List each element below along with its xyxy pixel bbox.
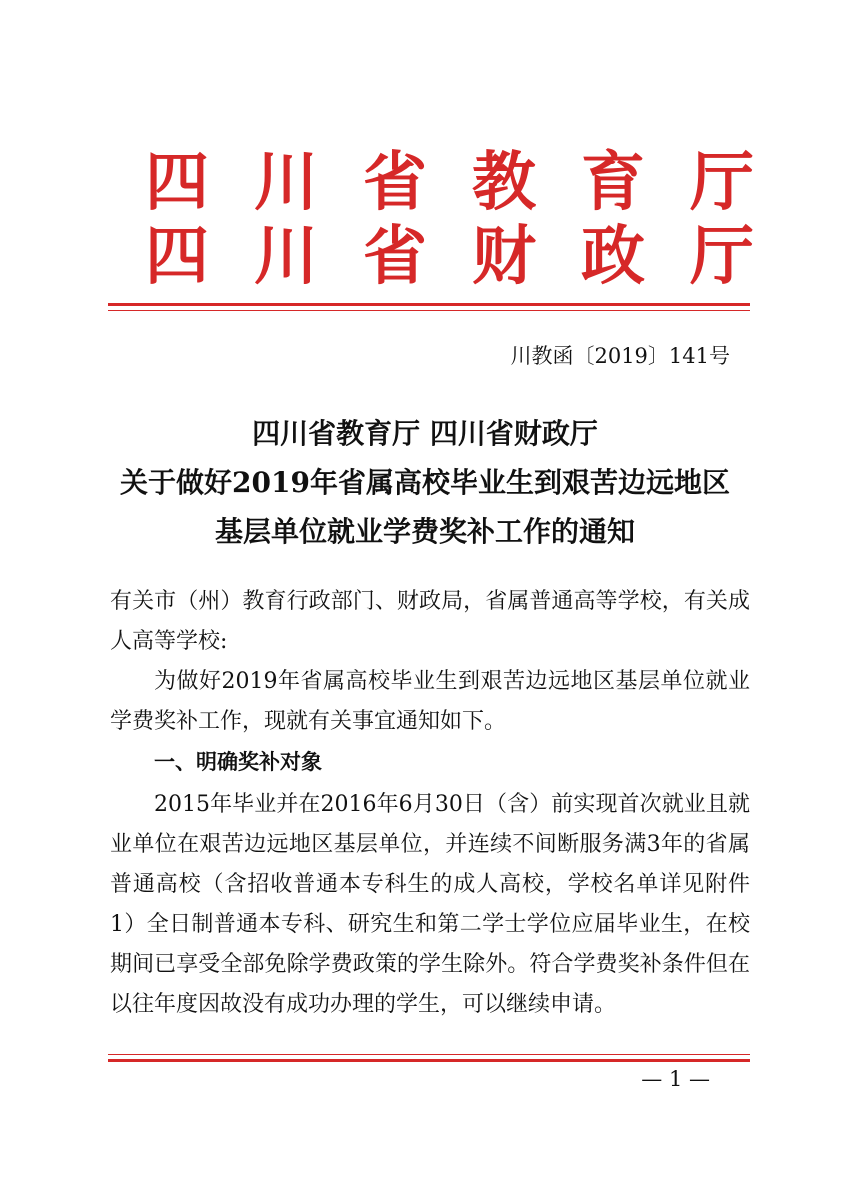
title-line-2: 关于做好2019年省属高校毕业生到艰苦边远地区 — [120, 466, 730, 499]
section-1-paragraph: 2015年毕业并在2016年6月30日（含）前实现首次就业且就业单位在艰苦边远地区基层单位，并连续不间断服务满3年的省属普通高校（含招收普通本专科生的成人高校，学校名单详见附件1）全日制普通本专科、研究生和第二学士学位应届毕业生，在校期间已享受全部免除学费政策的学生除外。符合学费奖补条件但在以往年度因故没有成功办理的学生，可以继续申请。 — [110, 792, 750, 1017]
addressee-paragraph: 有关市（州）教育行政部门、财政局，省属普通高等学校，有关成人高等学校: — [110, 589, 750, 654]
red-footer-rule-thin — [108, 1054, 750, 1055]
issuer-finance-department: 四川省财政厅 — [145, 220, 799, 294]
title-line-3: 基层单位就业学费奖补工作的通知 — [214, 515, 635, 548]
issuer-education-department: 四川省教育厅 — [145, 146, 799, 220]
title-line-1: 四川省教育厅 四川省财政厅 — [252, 417, 598, 450]
red-header-rule-thin — [108, 310, 750, 311]
intro-paragraph: 为做好2019年省属高校毕业生到艰苦边远地区基层单位就业学费奖补工作，现就有关事宜通知如下。 — [110, 669, 750, 734]
section-1-heading: 一、明确奖补对象 — [154, 750, 322, 774]
red-footer-rule — [108, 1059, 750, 1062]
red-header-rule — [108, 303, 750, 306]
document-number: 川教函〔2019〕141号 — [510, 344, 730, 368]
page-number: — 1 — — [641, 1067, 710, 1091]
